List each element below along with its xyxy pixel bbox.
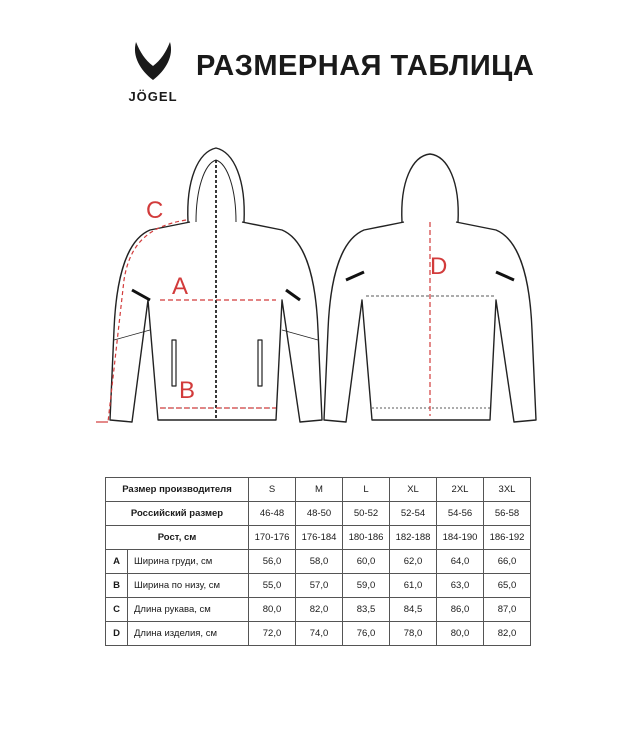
measure-label-c: C bbox=[146, 197, 164, 224]
header-cell: 182-188 bbox=[390, 526, 437, 550]
table-cell: 66,0 bbox=[484, 550, 531, 574]
measure-label-b: B bbox=[179, 377, 196, 404]
table-row bbox=[106, 598, 531, 622]
header-cell: L bbox=[343, 478, 390, 502]
header-label: Российский размер bbox=[106, 502, 249, 526]
table-cell: 62,0 bbox=[390, 550, 437, 574]
table-cell: 76,0 bbox=[343, 622, 390, 646]
table-cell: 64,0 bbox=[437, 550, 484, 574]
header-label: Размер производителя bbox=[106, 478, 249, 502]
table-row bbox=[106, 550, 531, 574]
table-cell: 61,0 bbox=[390, 574, 437, 598]
table-cell: 59,0 bbox=[343, 574, 390, 598]
header-cell: 176-184 bbox=[296, 526, 343, 550]
table-row bbox=[106, 622, 531, 646]
header-cell: 52-54 bbox=[390, 502, 437, 526]
row-letter: D bbox=[106, 622, 128, 646]
row-letter: B bbox=[106, 574, 128, 598]
table-header-row bbox=[106, 526, 531, 550]
table-cell: 86,0 bbox=[437, 598, 484, 622]
header-cell: XL bbox=[390, 478, 437, 502]
header-cell: 50-52 bbox=[343, 502, 390, 526]
header-cell: 180-186 bbox=[343, 526, 390, 550]
measure-label-a: A bbox=[172, 273, 189, 300]
header-cell: 48-50 bbox=[296, 502, 343, 526]
table-cell: 60,0 bbox=[343, 550, 390, 574]
row-name: Ширина груди, см bbox=[128, 550, 249, 574]
header-cell: 56-58 bbox=[484, 502, 531, 526]
table-cell: 83,5 bbox=[343, 598, 390, 622]
table-cell: 87,0 bbox=[484, 598, 531, 622]
row-name: Ширина по низу, см bbox=[128, 574, 249, 598]
size-table bbox=[105, 477, 531, 646]
table-header-row bbox=[106, 502, 531, 526]
table-cell: 82,0 bbox=[296, 598, 343, 622]
table-cell: 84,5 bbox=[390, 598, 437, 622]
table-cell: 65,0 bbox=[484, 574, 531, 598]
row-name: Длина изделия, см bbox=[128, 622, 249, 646]
logo-mark-icon bbox=[128, 40, 178, 84]
measure-label-d: D bbox=[430, 253, 448, 280]
table-cell: 78,0 bbox=[390, 622, 437, 646]
table-header-row bbox=[106, 478, 531, 502]
table-row bbox=[106, 574, 531, 598]
table-cell: 82,0 bbox=[484, 622, 531, 646]
header-cell: 184-190 bbox=[437, 526, 484, 550]
table-cell: 57,0 bbox=[296, 574, 343, 598]
table-cell: 72,0 bbox=[249, 622, 296, 646]
table-cell: 58,0 bbox=[296, 550, 343, 574]
header-cell: 46-48 bbox=[249, 502, 296, 526]
table-cell: 63,0 bbox=[437, 574, 484, 598]
header-cell: M bbox=[296, 478, 343, 502]
page-title: РАЗМЕРНАЯ ТАБЛИЦА bbox=[196, 50, 535, 82]
row-letter: A bbox=[106, 550, 128, 574]
table-cell: 56,0 bbox=[249, 550, 296, 574]
table-cell: 80,0 bbox=[249, 598, 296, 622]
header-cell: 54-56 bbox=[437, 502, 484, 526]
table-cell: 74,0 bbox=[296, 622, 343, 646]
header-cell: 186-192 bbox=[484, 526, 531, 550]
row-name: Длина рукава, см bbox=[128, 598, 249, 622]
jacket-front bbox=[110, 148, 322, 422]
header-cell: 3XL bbox=[484, 478, 531, 502]
header-cell: S bbox=[249, 478, 296, 502]
header-label: Рост, см bbox=[106, 526, 249, 550]
jacket-diagram bbox=[0, 130, 624, 430]
header-cell: 2XL bbox=[437, 478, 484, 502]
measurement-marks bbox=[96, 220, 430, 422]
table-cell: 55,0 bbox=[249, 574, 296, 598]
header-cell: 170-176 bbox=[249, 526, 296, 550]
logo-wordmark: JÖGEL bbox=[128, 89, 178, 104]
row-letter: C bbox=[106, 598, 128, 622]
table-cell: 80,0 bbox=[437, 622, 484, 646]
brand-logo bbox=[118, 40, 188, 110]
